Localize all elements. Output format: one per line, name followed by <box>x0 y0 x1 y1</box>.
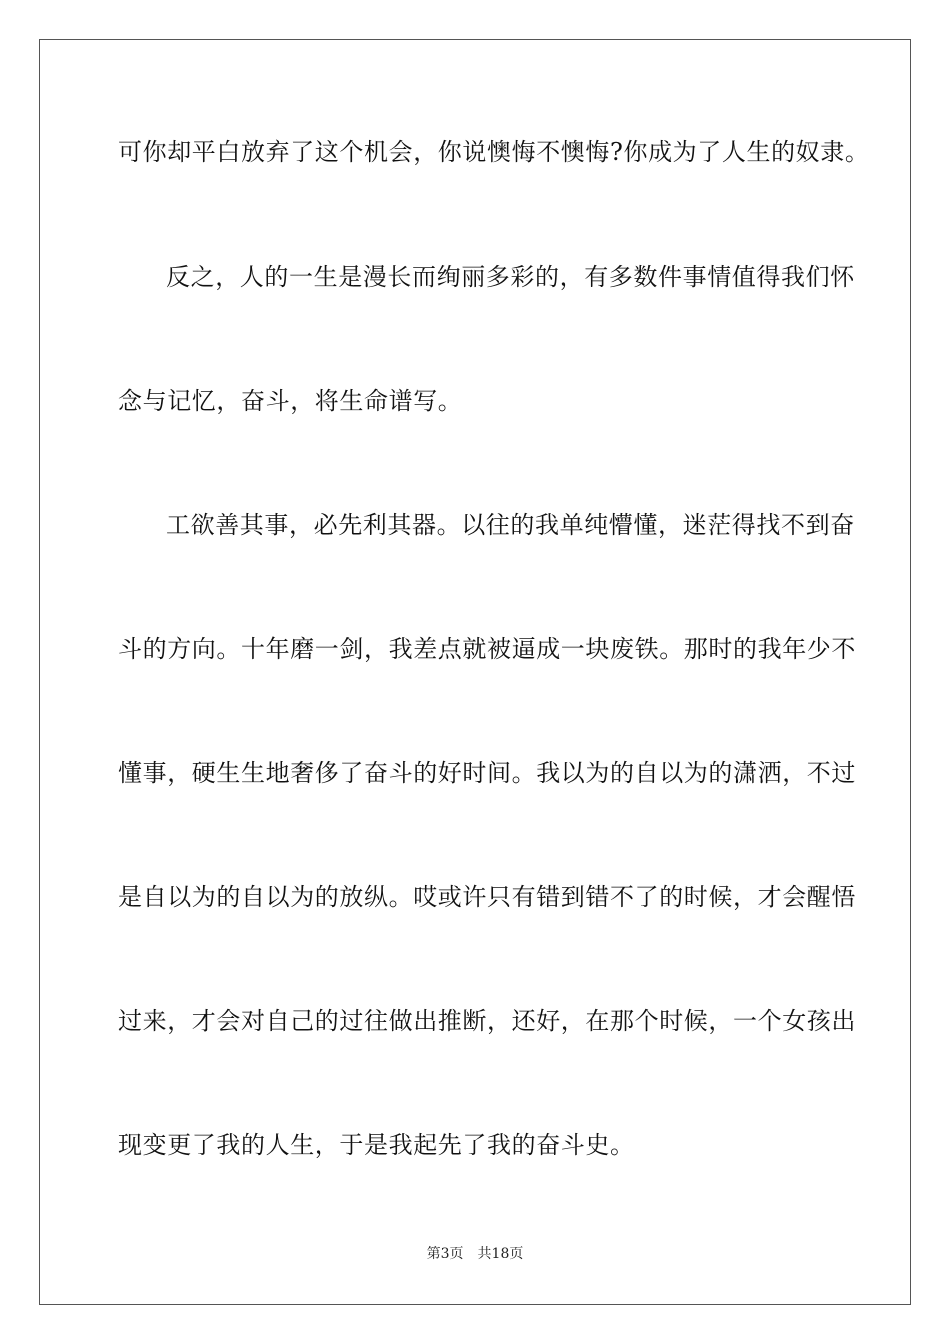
text-line-9: 现变更了我的人生，于是我起先了我的奋斗史。 <box>118 1131 635 1159</box>
page-footer <box>0 1245 950 1263</box>
text-line-8: 过来，才会对自己的过往做出推断，还好，在那个时候，一个女孩出 <box>118 1007 856 1035</box>
page-number: 第3页 <box>426 1246 464 1262</box>
text-line-6: 懂事，硬生生地奢侈了奋斗的好时间。我以为的自以为的潇洒，不过 <box>118 759 856 787</box>
text-line-2: 反之，人的一生是漫长而绚丽多彩的，有多数件事情值得我们怀 <box>166 263 855 291</box>
page-total: 共18页 <box>477 1246 524 1262</box>
page-border <box>39 39 911 1305</box>
text-line-1: 可你却平白放弃了这个机会，你说懊悔不懊悔?你成为了人生的奴隶。 <box>118 138 870 166</box>
text-line-3: 念与记忆，奋斗，将生命谱写。 <box>118 387 463 415</box>
text-line-7: 是自以为的自以为的放纵。哎或许只有错到错不了的时候，才会醒悟 <box>118 883 856 911</box>
text-line-5: 斗的方向。十年磨一剑，我差点就被逼成一块废铁。那时的我年少不 <box>118 635 856 663</box>
text-line-4: 工欲善其事，必先利其器。以往的我单纯懵懂，迷茫得找不到奋 <box>166 511 855 539</box>
